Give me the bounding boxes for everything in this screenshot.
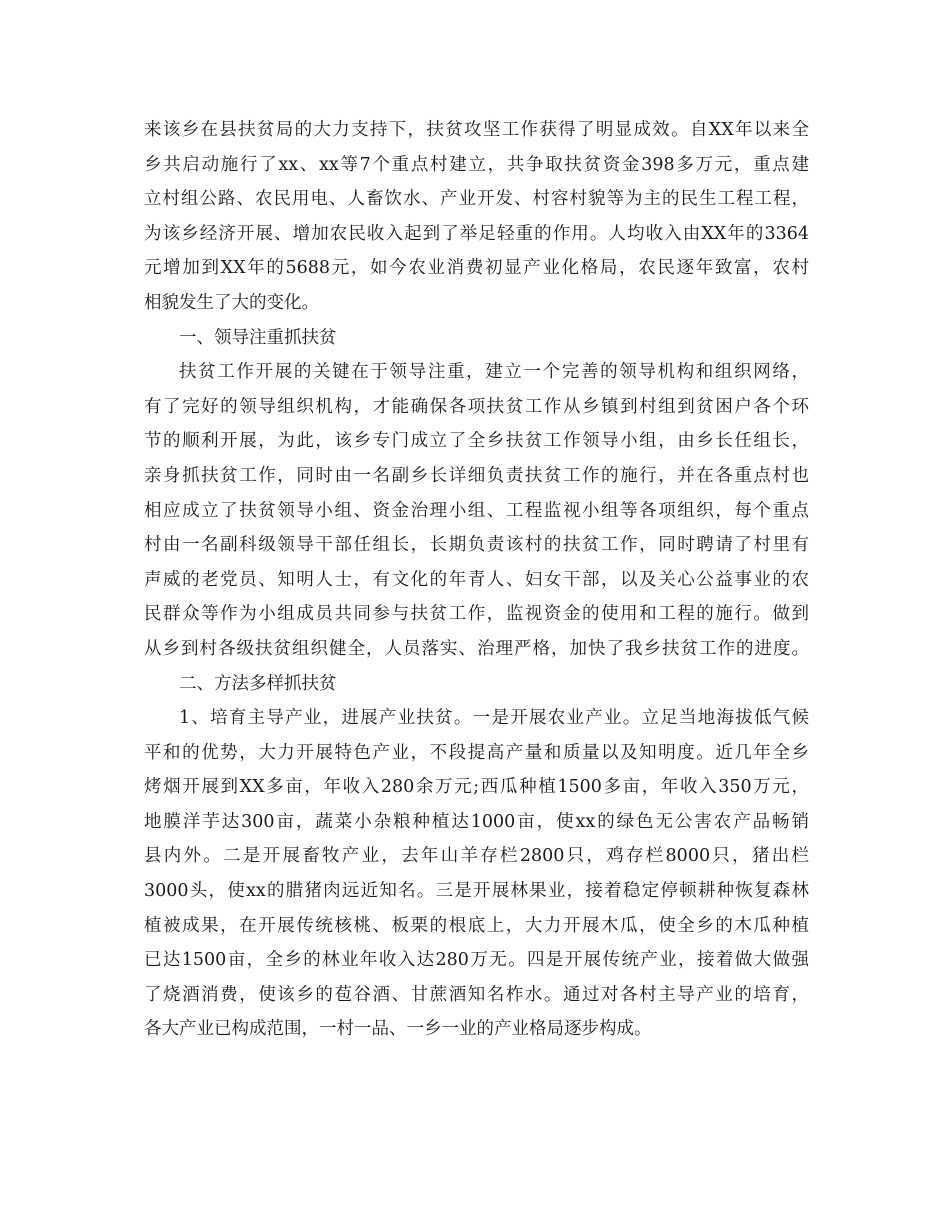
paragraph-line: 民群众等作为小组成员共同参与扶贫工作，监视资金的使用和工程的施行。做到 xyxy=(144,604,809,625)
paragraph-line: 地膜洋芋达300亩，蔬菜小杂粮种植达1000亩，使xx的绿色无公害农产品畅销 xyxy=(144,811,809,832)
section-heading: 一、领导注重抓扶贫 xyxy=(179,327,337,348)
paragraph-line: 元增加到XX年的5688元，如今农业消费初显产业化格局，农民逐年致富，农村 xyxy=(144,258,809,279)
paragraph-line: 相貌发生了大的变化。 xyxy=(144,292,319,313)
paragraph-line: 乡共启动施行了xx、xx等7个重点村建立，共争取扶贫资金398多万元，重点建 xyxy=(144,154,809,175)
paragraph-line: 亲身抓扶贫工作，同时由一名副乡长详细负责扶贫工作的施行，并在各重点村也 xyxy=(144,465,809,486)
paragraph-line: 烤烟开展到XX多亩，年收入280余万元;西瓜种植1500多亩，年收入350万元， xyxy=(144,777,809,798)
paragraph-line: 立村组公路、农民用电、人畜饮水、产业开发、村容村貌等为主的民生工程工程， xyxy=(144,189,809,210)
document-body xyxy=(144,113,809,1047)
paragraph-line: 为该乡经济开展、增加农民收入起到了举足轻重的作用。人均收入由XX年的3364 xyxy=(144,223,809,244)
paragraph-line: 平和的优势，大力开展特色产业，不段提高产量和质量以及知明度。近几年全乡 xyxy=(144,742,809,763)
paragraph-line: 有了完好的领导组织机构，才能确保各项扶贫工作从乡镇到村组到贫困户各个环 xyxy=(144,396,809,417)
paragraph-line: 声威的老党员、知明人士，有文化的年青人、妇女干部，以及关心公益事业的农 xyxy=(144,569,809,590)
paragraph-line: 植被成果，在开展传统核桃、板栗的根底上，大力开展木瓜，使全乡的木瓜种植 xyxy=(144,915,809,936)
paragraph-line: 各大产业已构成范围，一村一品、一乡一业的产业格局逐步构成。 xyxy=(144,1019,652,1040)
paragraph-line: 相应成立了扶贫领导小组、资金治理小组、工程监视小组等各项组织，每个重点 xyxy=(144,500,809,521)
paragraph-line: 来该乡在县扶贫局的大力支持下，扶贫攻坚工作获得了明显成效。自XX年以来全 xyxy=(144,120,809,140)
paragraph-line: 扶贫工作开展的关键在于领导注重，建立一个完善的领导机构和组织网络， xyxy=(179,362,809,383)
section-heading: 二、方法多样抓扶贫 xyxy=(179,673,337,694)
paragraph-line: 从乡到村各级扶贫组织健全，人员落实、治理严格，加快了我乡扶贫工作的进度。 xyxy=(144,638,809,659)
paragraph-line: 节的顺利开展，为此，该乡专门成立了全乡扶贫工作领导小组，由乡长任组长， xyxy=(144,431,809,452)
paragraph-line: 了烧酒消费，使该乡的苞谷酒、甘蔗酒知名柞水。通过对各村主导产业的培育， xyxy=(144,984,809,1005)
paragraph-line: 3000头，使xx的腊猪肉远近知名。三是开展林果业，接着稳定停顿耕种恢复森林 xyxy=(144,881,809,902)
paragraph-line: 1、培育主导产业，进展产业扶贫。一是开展农业产业。立足当地海拔低气候 xyxy=(179,708,809,729)
paragraph-line: 县内外。二是开展畜牧产业，去年山羊存栏2800只，鸡存栏8000只，猪出栏 xyxy=(144,846,809,867)
paragraph-line: 村由一名副科级领导干部任组长，长期负责该村的扶贫工作，同时聘请了村里有 xyxy=(144,535,809,556)
paragraph-line: 已达1500亩，全乡的林业年收入达280万无。四是开展传统产业，接着做大做强 xyxy=(144,950,809,971)
